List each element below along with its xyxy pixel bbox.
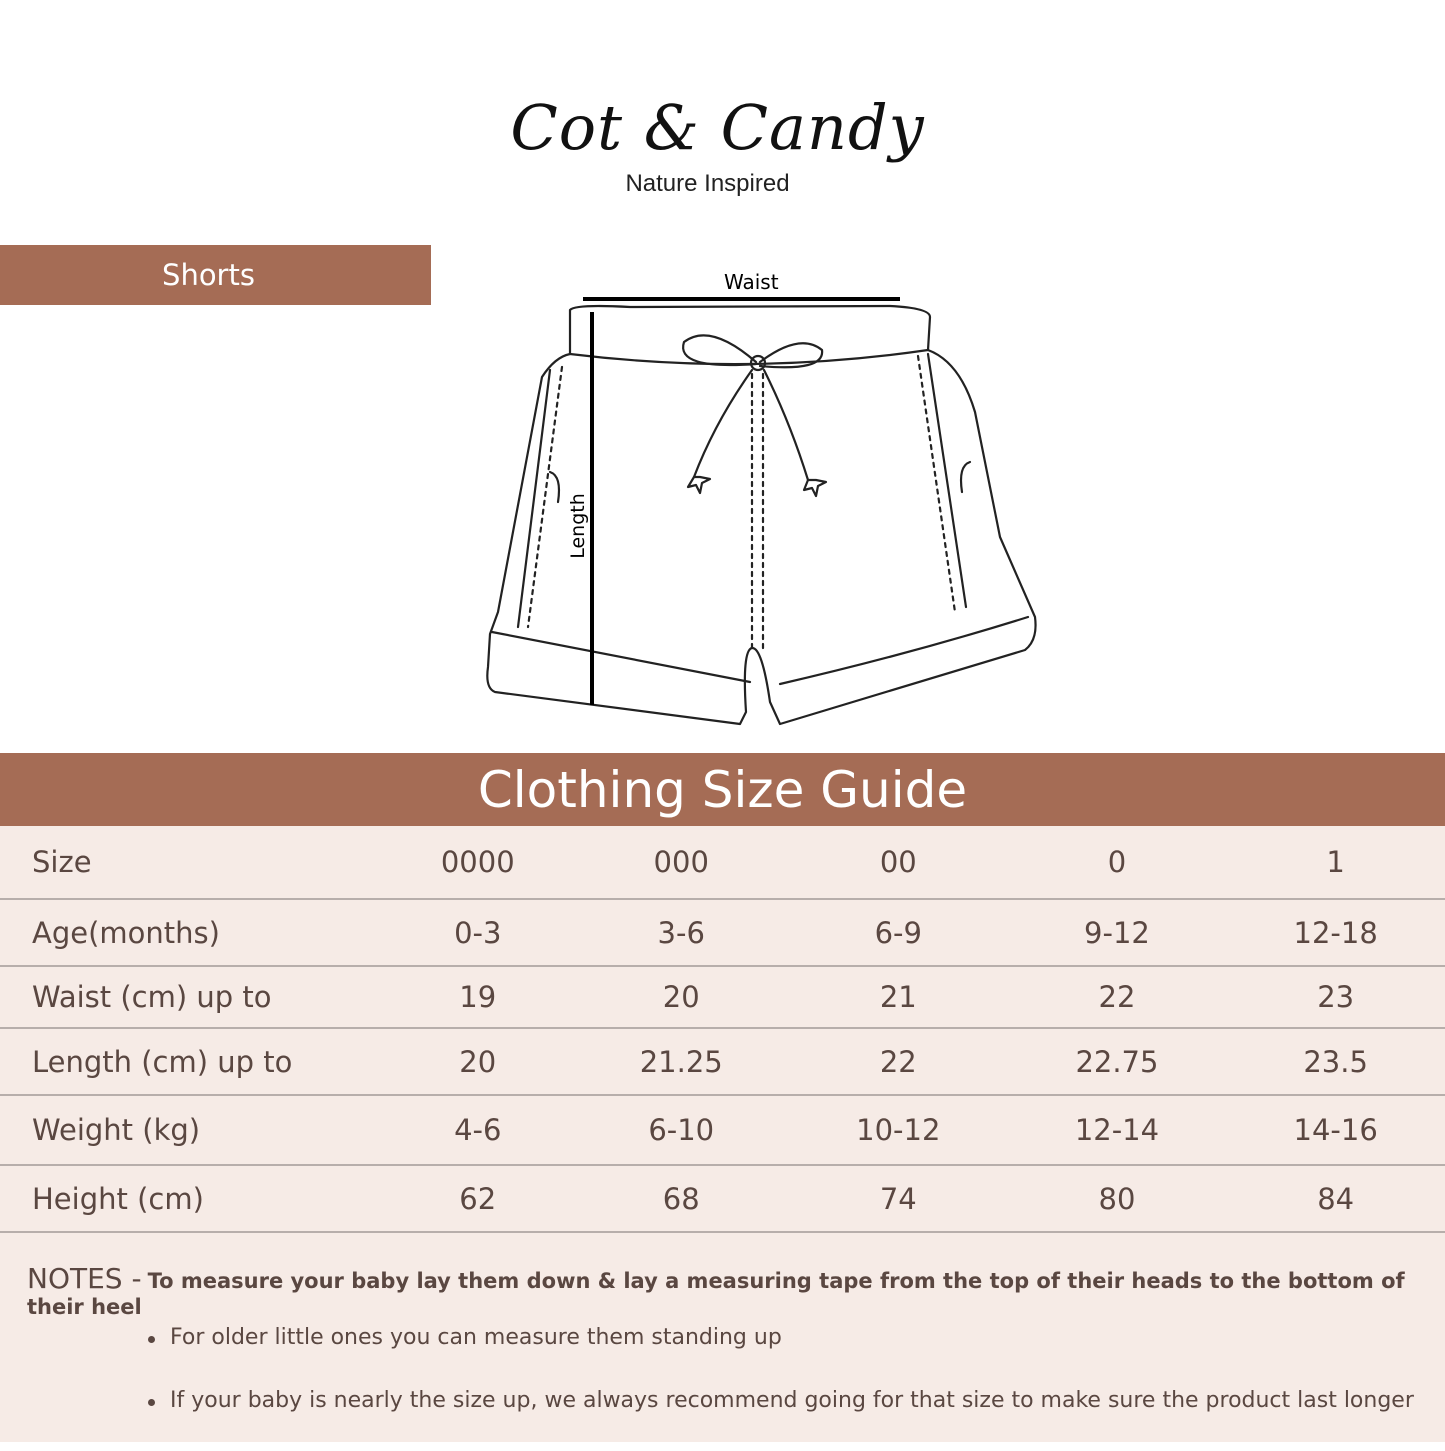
list-item [148, 1325, 1414, 1388]
table-row [0, 1165, 1445, 1232]
brand-tagline: Nature Inspired [625, 170, 790, 197]
bullet-icon [148, 1336, 155, 1343]
table-cell: 0-3 [382, 899, 574, 966]
notes-bullet-list [148, 1325, 1414, 1451]
table-cell: 68 [574, 1165, 789, 1232]
table-cell: 000 [574, 826, 789, 899]
length-label: Length [566, 493, 589, 559]
table-cell: 0 [1008, 826, 1227, 899]
table-row [0, 966, 1445, 1028]
table-cell: 22.75 [1008, 1028, 1227, 1095]
table-cell: 12-18 [1226, 899, 1445, 966]
table-cell: 12-14 [1008, 1095, 1227, 1165]
table-cell: 22 [1008, 966, 1227, 1028]
shorts-diagram [470, 262, 1050, 737]
size-table [0, 826, 1445, 1233]
table-cell: 19 [382, 966, 574, 1028]
table-cell: 9-12 [1008, 899, 1227, 966]
table-cell: 23 [1226, 966, 1445, 1028]
notes-label: NOTES - [27, 1262, 142, 1295]
table-cell: 3-6 [574, 899, 789, 966]
row-label: Length (cm) up to [0, 1028, 382, 1095]
table-cell: 21.25 [574, 1028, 789, 1095]
table-cell: 6-9 [789, 899, 1008, 966]
row-label: Waist (cm) up to [0, 966, 382, 1028]
bullet-text: For older little ones you can measure them standing up [170, 1325, 782, 1350]
table-row [0, 1095, 1445, 1165]
notes [27, 1262, 1427, 1319]
table-cell: 80 [1008, 1165, 1227, 1232]
bullet-text: If your baby is nearly the size up, we always recommend going for that size to make sure the product last longer [170, 1388, 1414, 1413]
table-cell: 4-6 [382, 1095, 574, 1165]
brand-header [0, 88, 1445, 198]
table-cell: 74 [789, 1165, 1008, 1232]
table-cell: 6-10 [574, 1095, 789, 1165]
table-cell: 10-12 [789, 1095, 1008, 1165]
table-cell: 84 [1226, 1165, 1445, 1232]
table-cell: 23.5 [1226, 1028, 1445, 1095]
notes-text: To measure your baby lay them down & lay a measuring tape from the top of their heads to the bottom of their heel [27, 1269, 1405, 1319]
table-cell: 20 [382, 1028, 574, 1095]
table-row [0, 826, 1445, 899]
table-cell: 1 [1226, 826, 1445, 899]
table-cell: 14-16 [1226, 1095, 1445, 1165]
row-label: Height (cm) [0, 1165, 382, 1232]
section-label: Shorts [0, 245, 431, 305]
table-row [0, 1028, 1445, 1095]
table-cell: 00 [789, 826, 1008, 899]
table-cell: 62 [382, 1165, 574, 1232]
row-label: Weight (kg) [0, 1095, 382, 1165]
brand-logo: Cot & Candy [510, 91, 925, 164]
row-label: Size [0, 826, 382, 899]
size-guide-title: Clothing Size Guide [0, 753, 1445, 826]
table-cell: 22 [789, 1028, 1008, 1095]
table-cell: 21 [789, 966, 1008, 1028]
table-cell: 20 [574, 966, 789, 1028]
waist-label: Waist [724, 270, 779, 294]
bullet-icon [148, 1399, 155, 1406]
table-row [0, 899, 1445, 966]
table-cell: 0000 [382, 826, 574, 899]
row-label: Age(months) [0, 899, 382, 966]
